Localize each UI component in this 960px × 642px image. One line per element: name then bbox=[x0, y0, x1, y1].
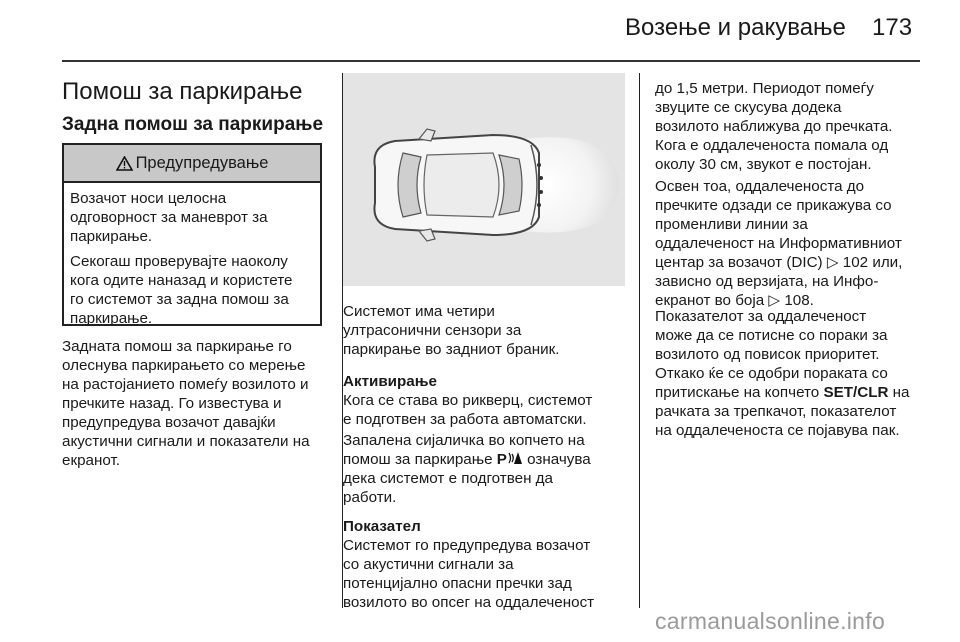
activation-text-2 bbox=[343, 431, 638, 507]
figure-caption: Системот има четири ултрасонични сензори за паркирање во задниот браник. bbox=[343, 303, 560, 358]
intro-paragraph: Задната помош за паркирање го олеснува паркирањето со мерење на растојанието помеѓу возилото и пречките назад. Го известува и предупредува возачот давајќи акустични сигнали и показатели на екранот. bbox=[62, 338, 310, 469]
warning-paragraph-1: Возачот носи целосна одговорност за маневрот за паркирање. bbox=[70, 190, 268, 245]
header-rule bbox=[62, 60, 920, 62]
page-reference-arrow-icon: ▷ bbox=[768, 292, 781, 309]
warning-triangle-icon bbox=[116, 156, 133, 171]
right-paragraph-3-end: на рачката за трепкачот, показателот на оддалеченоста се појавува пак. bbox=[655, 384, 910, 439]
parking-assist-symbol-letter: P bbox=[496, 451, 507, 468]
page-reference-color-info: 108. bbox=[784, 292, 814, 309]
right-paragraph-2 bbox=[655, 177, 927, 310]
indicator-heading: Показател bbox=[343, 518, 421, 535]
running-header-title: Возење и ракување bbox=[625, 14, 846, 41]
right-paragraph-2-middle: или, зависно од верзијата, на Инфо- екранот во боја bbox=[655, 254, 903, 309]
warning-title: Предупредување bbox=[135, 153, 269, 172]
car-rear-sensor-illustration bbox=[343, 73, 625, 286]
warning-body bbox=[64, 183, 320, 328]
page-reference-arrow-icon: ▷ bbox=[826, 254, 839, 271]
right-paragraph-3-start: Показателот за оддалеченост може да се потисне со пораки за возилото од повисок приоритет. Откако ќе се одобри пораката со притискање на копчето bbox=[655, 308, 888, 401]
indicator-text: Системот го предупредува возачот со акустични сигнали за потенцијално опасни пречки зад возилото во опсег на оддалеченост bbox=[343, 537, 595, 611]
page-number: 173 bbox=[872, 14, 913, 41]
activation-text-2-start: Запалена сијаличка во копчето на помош за паркирање bbox=[343, 432, 585, 468]
right-paragraph-2-start: Освен тоа, оддалеченоста до пречките одзади се прикажува со променливи линии за оддалеченост на Информативниот центар за возачот (DIC) bbox=[655, 178, 902, 271]
activation-heading: Активирање bbox=[343, 373, 437, 390]
warning-paragraph-2: Секогаш проверувајте наоколу кога одите наназад и користете го системот за задна помош за паркирање. bbox=[70, 253, 293, 327]
right-paragraph-1: до 1,5 метри. Периодот помеѓу звуците се скусува додека возилото наближува до пречката. Кога е оддалеченоста помала од околу 30 см, звукот е постојан. bbox=[655, 80, 893, 173]
activation-text-1: Кога се става во рикверц, системот е подготвен за работа автоматски. bbox=[343, 392, 593, 428]
section-subtitle: Задна помош за паркирање bbox=[62, 114, 324, 135]
set-clr-key-label: SET/CLR bbox=[823, 384, 889, 401]
parking-assist-symbol-icon bbox=[497, 451, 523, 468]
activation-text-2-end: означува дека системот е подготвен да работи. bbox=[343, 451, 591, 506]
column-divider-right bbox=[639, 73, 640, 608]
warning-header bbox=[64, 145, 320, 183]
right-paragraph-3 bbox=[655, 307, 927, 440]
warning-box bbox=[62, 143, 322, 326]
site-watermark: carmanualsonline.info bbox=[655, 608, 886, 634]
section-title: Помош за паркирање bbox=[62, 78, 303, 105]
page-reference-dic: 102 bbox=[842, 254, 869, 271]
